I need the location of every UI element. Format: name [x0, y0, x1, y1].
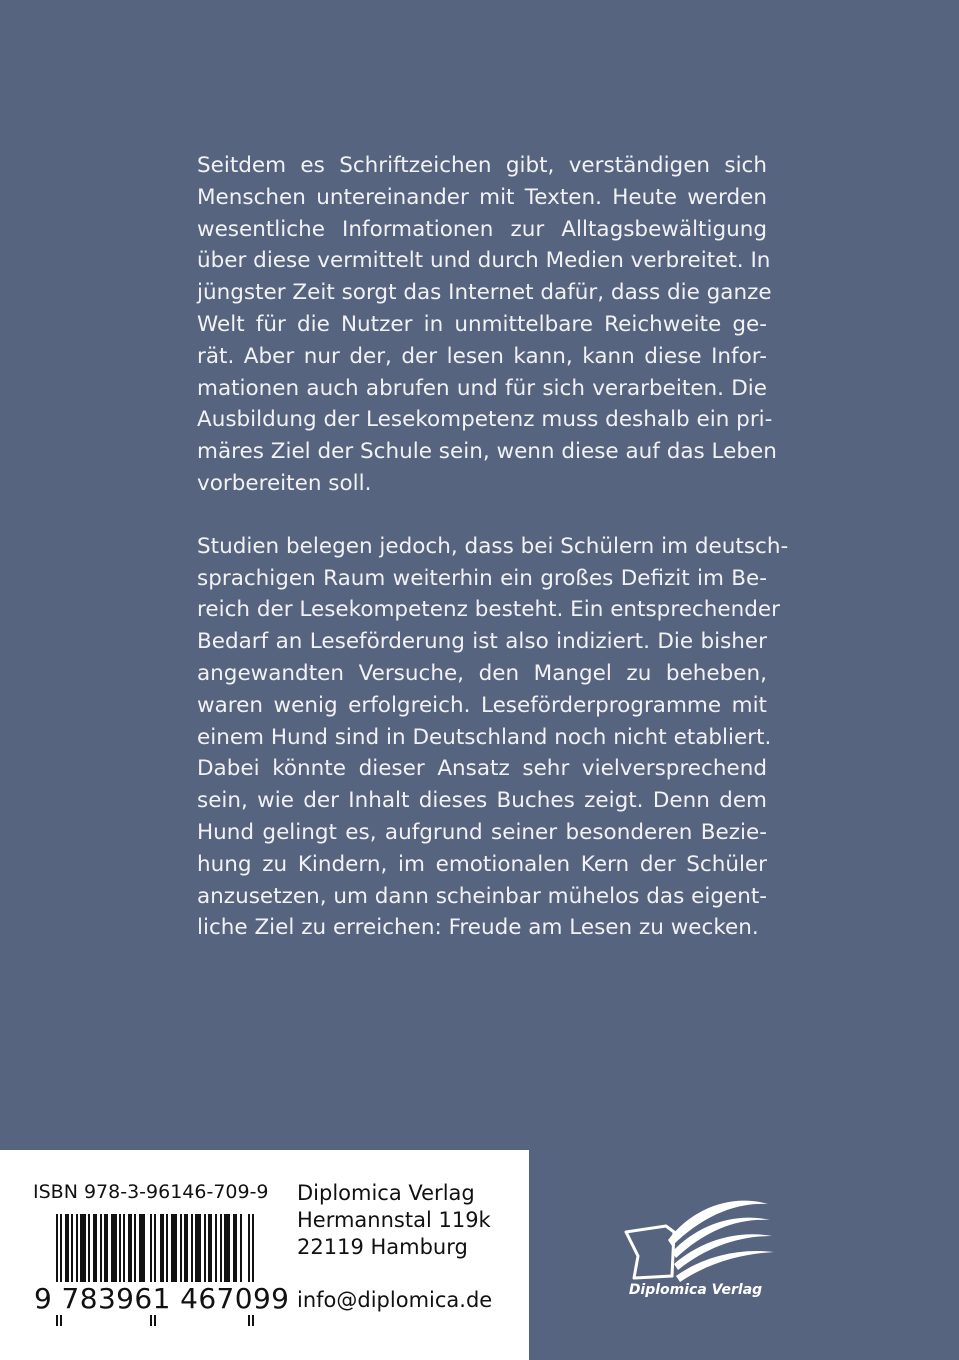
blurb-line: sein, wie der Inhalt dieses Buches zeigt. Denn dem: [197, 788, 767, 814]
blurb-line: waren wenig erfolgreich. Leseförderprogramme mit: [197, 692, 767, 718]
blurb-line: Hund gelingt es, aufgrund seiner besonderen Bezie-: [197, 819, 767, 845]
blurb-line: märes Ziel der Schule sein, wenn diese auf das Leben: [197, 439, 777, 465]
blurb-line: Bedarf an Leseförderung ist also indiziert. Die bisher: [197, 629, 767, 655]
publisher-email[interactable]: info@diplomica.de: [297, 1288, 493, 1312]
publisher-name: Diplomica Verlag: [297, 1181, 475, 1205]
isbn-label: ISBN 978-3-96146-709-9: [33, 1181, 269, 1203]
publisher-street: Hermannstal 119k: [297, 1208, 491, 1232]
blurb-line: Studien belegen jedoch, dass bei Schülern im deutsch-: [197, 533, 789, 559]
blurb-line: über diese vermittelt und durch Medien verbreitet. In: [197, 248, 771, 274]
blurb-line: einem Hund sind in Deutschland noch nicht etabliert.: [197, 724, 772, 750]
blurb-line: jüngster Zeit sorgt das Internet dafür, dass die ganze: [197, 280, 772, 306]
isbn-info-box: [0, 1150, 529, 1360]
blurb-line: Menschen untereinander mit Texten. Heute werden: [197, 184, 767, 210]
publisher-address: [297, 1180, 491, 1261]
blurb-line: Ausbildung der Lesekompetenz muss deshalb ein pri-: [197, 407, 773, 433]
blurb-line: Welt für die Nutzer in unmittelbare Reichweite ge-: [197, 311, 767, 337]
blurb-paragraph-2: [197, 531, 789, 944]
publisher-logo-text: Diplomica Verlag: [628, 1282, 763, 1298]
blurb-text: [197, 150, 789, 975]
barcode-digits: 9 783961 467099: [34, 1282, 290, 1315]
blurb-line: liche Ziel zu erreichen: Freude am Lesen zu wecken.: [197, 915, 759, 941]
blurb-line: Dabei könnte dieser Ansatz sehr vielversprechend: [197, 756, 767, 782]
blurb-line: Seitdem es Schriftzeichen gibt, verständigen sich: [197, 153, 767, 178]
blurb-line: hung zu Kindern, im emotionalen Kern der Schüler: [197, 851, 767, 877]
blurb-line: sprachigen Raum weiterhin ein großes Defizit im Be-: [197, 565, 767, 591]
blurb-line: anzusetzen, um dann scheinbar mühelos das eigent-: [197, 883, 768, 909]
blurb-line: wesentliche Informationen zur Alltagsbewältigung: [197, 216, 767, 242]
blurb-line: vorbereiten soll.: [197, 470, 372, 496]
blurb-paragraph-1: [197, 150, 777, 500]
blurb-line: mationen auch abrufen und für sich verarbeiten. Die: [197, 375, 767, 401]
blurb-line: reich der Lesekompetenz besteht. Ein entsprechender: [197, 597, 780, 623]
blurb-line: angewandten Versuche, den Mangel zu beheben,: [197, 660, 767, 686]
blurb-line: rät. Aber nur der, der lesen kann, kann diese Infor-: [197, 343, 767, 369]
publisher-city: 22119 Hamburg: [297, 1235, 468, 1259]
